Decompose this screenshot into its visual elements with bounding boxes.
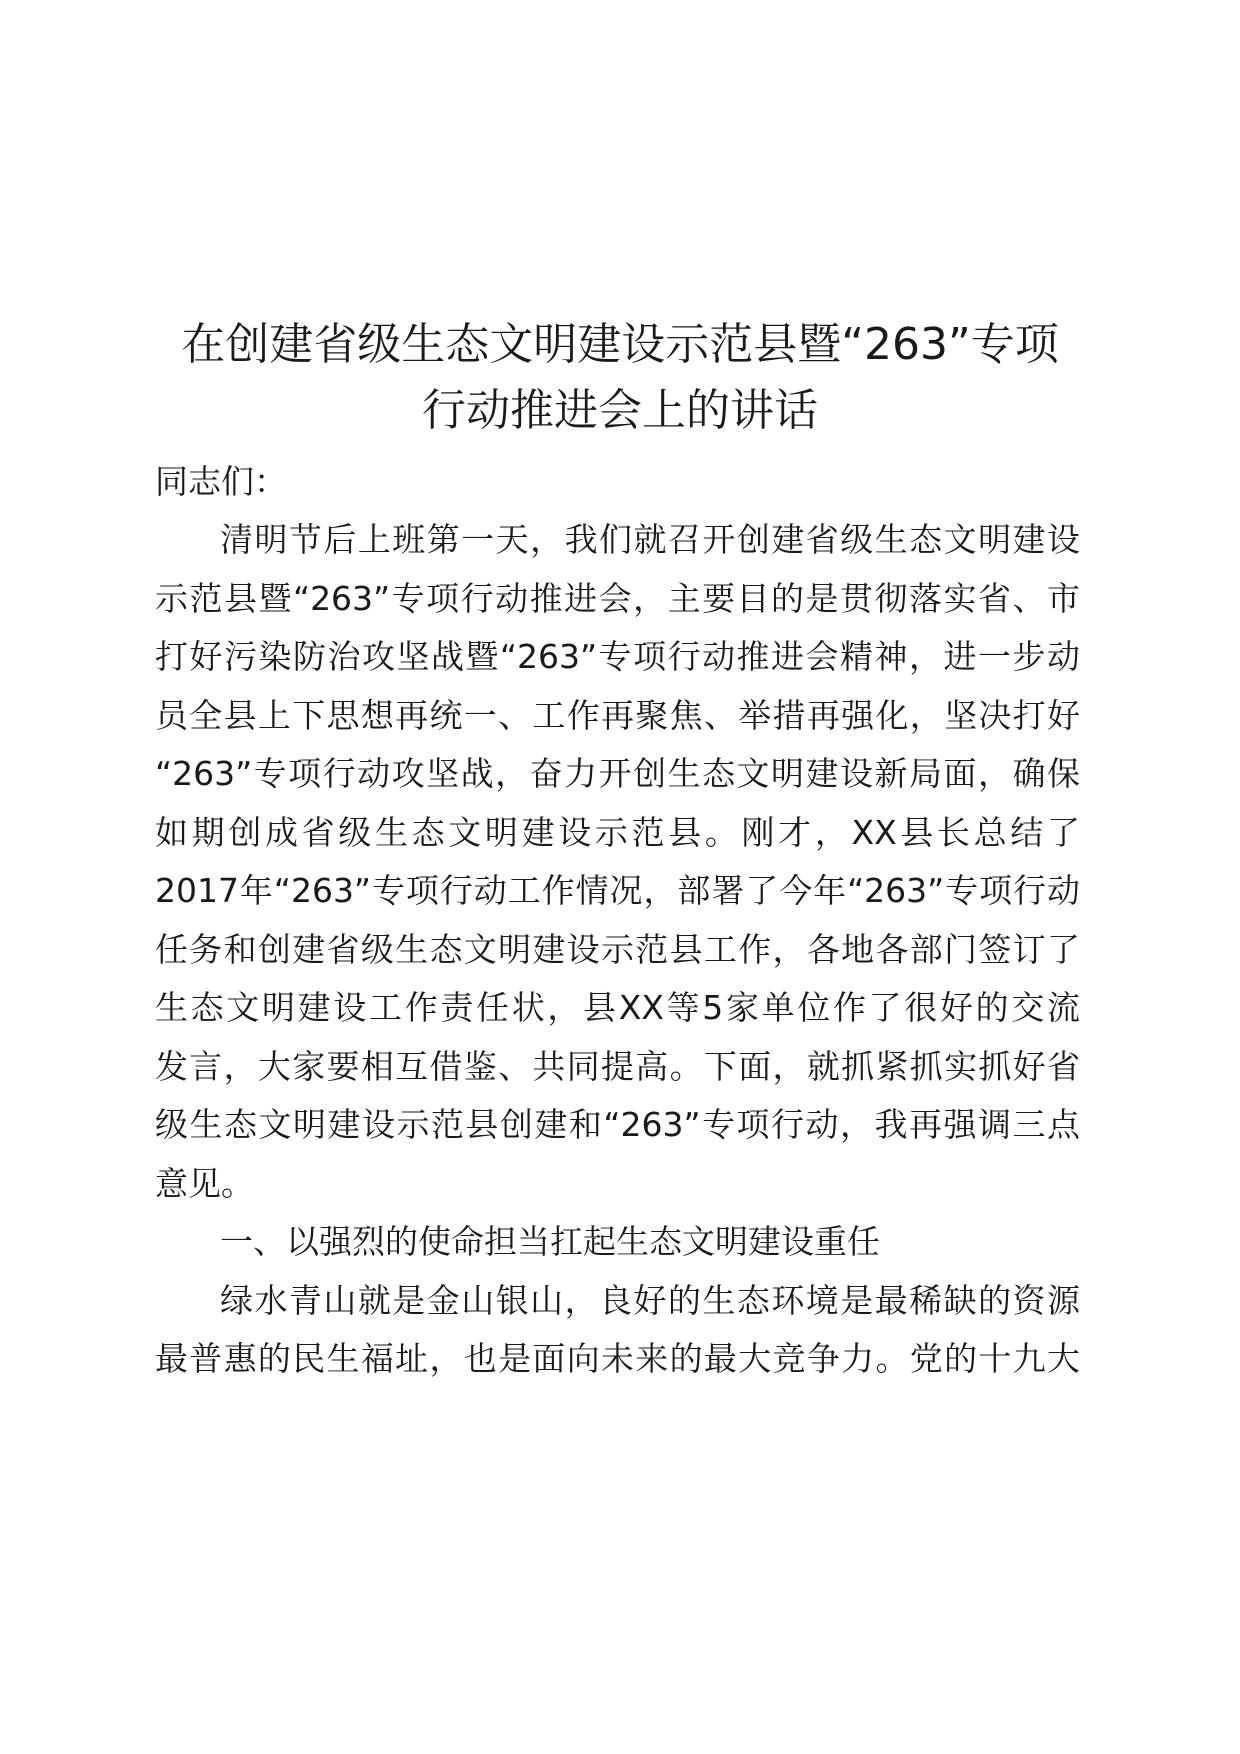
salutation: 同志们： xyxy=(155,462,287,501)
paragraph-1-line-2: 示范县暨“263”专项行动推进会，主要目的是贯彻落实省、市 xyxy=(155,579,1080,618)
paragraph-1-line-5: “263”专项行动攻坚战，奋力开创生态文明建设新局面，确保 xyxy=(155,754,1080,793)
paragraph-1-line-8: 任务和创建省级生态文明建设示范县工作，各地各部门签订了 xyxy=(155,930,1080,969)
paragraph-1-line-12: 意见。 xyxy=(155,1164,254,1203)
paragraph-2-line-2: 最普惠的民生福址，也是面向未来的最大竞争力。党的十九大 xyxy=(155,1339,1080,1378)
paragraph-2-line-1: 绿水青山就是金山银山，良好的生态环境是最稀缺的资源 xyxy=(220,1281,1080,1320)
paragraph-1-line-7: 2017年“263”专项行动工作情况，部署了今年“263”专项行动 xyxy=(155,871,1080,910)
paragraph-1-line-1: 清明节后上班第一天，我们就召开创建省级生态文明建设 xyxy=(220,520,1080,559)
paragraph-1-line-9: 生态文明建设工作责任状，县XX等5家单位作了很好的交流 xyxy=(155,988,1080,1027)
paragraph-1-line-11: 级生态文明建设示范县创建和“263”专项行动，我再强调三点 xyxy=(155,1105,1080,1144)
document-title-line-1: 在创建省级生态文明建设示范县暨“263”专项 xyxy=(181,319,1059,370)
paragraph-1-line-4: 员全县上下思想再统一、工作再聚焦、举措再强化，坚决打好 xyxy=(155,696,1080,735)
paragraph-1-line-10: 发言，大家要相互借鉴、共同提高。下面，就抓紧抓实抓好省 xyxy=(155,1047,1080,1086)
section-heading-1: 一、以强烈的使命担当扛起生态文明建设重任 xyxy=(220,1222,880,1261)
paragraph-1-line-3: 打好污染防治攻坚战暨“263”专项行动推进会精神，进一步动 xyxy=(155,637,1080,676)
paragraph-1-line-6: 如期创成省级生态文明建设示范县。刚才，XX县长总结了 xyxy=(155,813,1080,852)
document-title-line-2: 行动推进会上的讲话 xyxy=(422,385,818,436)
